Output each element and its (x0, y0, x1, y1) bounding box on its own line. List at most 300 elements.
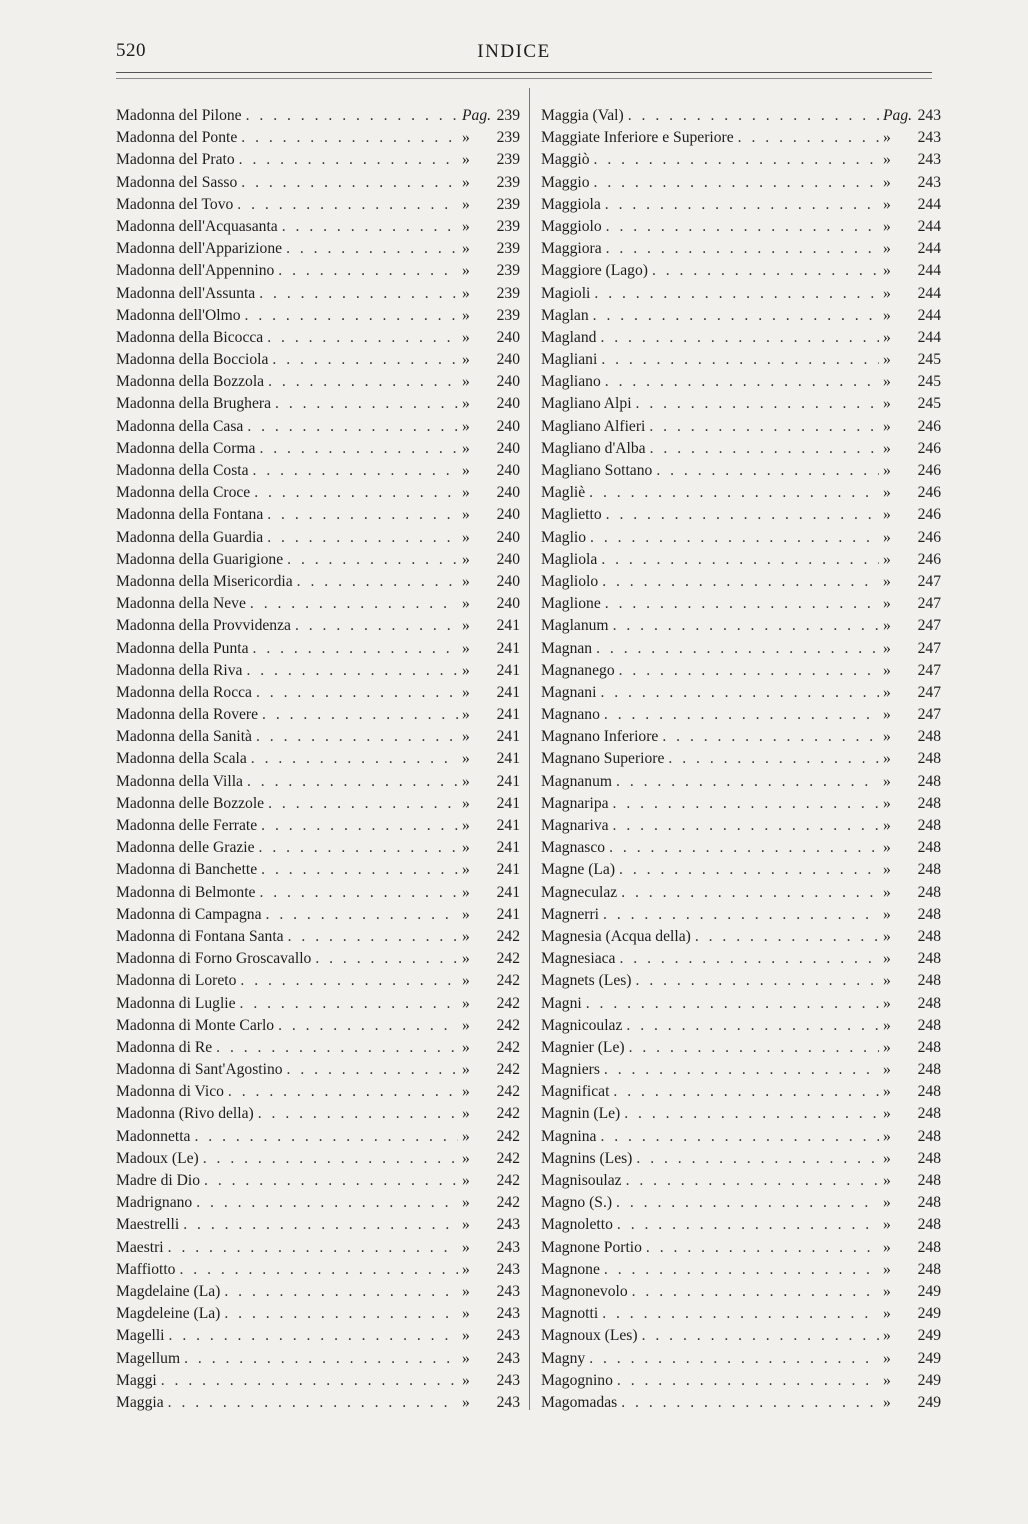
index-entry (116, 1103, 520, 1125)
entry-page-marker: » (462, 262, 470, 280)
entry-page-marker: » (883, 595, 891, 613)
entry-page-number: 240 (496, 595, 520, 613)
entry-page-marker: » (462, 1305, 470, 1323)
entry-page-number: 243 (496, 1282, 520, 1300)
entry-page-number: 243 (917, 151, 941, 169)
index-entry (116, 305, 520, 327)
dot-leader (606, 504, 879, 526)
entry-page-marker: » (462, 728, 470, 746)
entry-page-marker: » (883, 817, 891, 834)
entry-page-number: 249 (917, 1305, 941, 1323)
entry-term: Madonna della Costa (116, 462, 249, 479)
dot-leader (616, 771, 879, 793)
index-entry (116, 1348, 520, 1370)
index-entry (116, 238, 520, 260)
entry-page-marker: » (883, 994, 891, 1012)
index-entry (116, 349, 520, 371)
dot-leader (609, 837, 879, 859)
entry-page-number: 242 (496, 972, 520, 990)
index-entry (541, 837, 941, 859)
dot-leader (256, 682, 458, 704)
entry-page-number: 245 (917, 351, 941, 369)
index-entry (541, 327, 941, 349)
index-entry (541, 349, 941, 371)
entry-page-marker: » (462, 572, 470, 590)
dot-leader (617, 1214, 879, 1236)
entry-term: Madonna dell'Assunta (116, 284, 256, 302)
dot-leader (616, 1192, 879, 1214)
entry-term: Maggiore (Lago) (541, 262, 648, 280)
index-entry (116, 815, 520, 837)
entry-term: Magliola (541, 550, 598, 568)
entry-term: Magnina (541, 1127, 597, 1145)
entry-page-number: 242 (496, 1038, 520, 1056)
entry-term: Magnani (541, 683, 597, 701)
dot-leader (262, 704, 458, 726)
entry-page-number: 247 (917, 683, 941, 701)
entry-page-number: 248 (917, 1260, 941, 1278)
index-entry (116, 638, 520, 660)
entry-page-marker: » (883, 1371, 891, 1389)
entry-page-number: 247 (917, 639, 941, 657)
entry-term: Magnanego (541, 661, 615, 679)
entry-page-number: 247 (917, 661, 941, 679)
entry-page-number: 247 (917, 572, 941, 590)
dot-leader (605, 371, 879, 393)
index-entry (116, 149, 520, 171)
dot-leader (656, 460, 879, 482)
entry-page-marker: » (883, 373, 891, 391)
entry-page-number: 244 (917, 217, 941, 235)
dot-leader (245, 305, 458, 327)
index-entry (541, 549, 941, 571)
entry-page-marker: » (462, 328, 470, 346)
entry-page-marker: Pag. (883, 107, 913, 124)
entry-term: Maggia (Val) (541, 107, 624, 124)
entry-page-marker: » (883, 972, 891, 990)
entry-page-number: 248 (917, 994, 941, 1012)
dot-leader (600, 682, 879, 704)
entry-term: Maglione (541, 595, 601, 613)
entry-page-number: 241 (496, 883, 520, 901)
entry-term: Maggiate Inferiore e Superiore (541, 129, 734, 147)
entry-page-marker: » (462, 972, 470, 990)
entry-page-number: 242 (496, 927, 520, 945)
entry-term: Magnan (541, 639, 593, 657)
entry-term: Madonna della Corma (116, 439, 256, 457)
entry-page-marker: » (883, 1349, 891, 1367)
index-entry (541, 615, 941, 637)
index-entry (116, 1237, 520, 1259)
entry-term: Magnone (541, 1260, 600, 1278)
entry-term: Madonna del Ponte (116, 129, 238, 147)
entry-page-marker: » (462, 1260, 470, 1278)
entry-page-number: 242 (496, 1083, 520, 1101)
entry-term: Maglan (541, 306, 589, 324)
index-entry (541, 1037, 941, 1059)
entry-page-number: 242 (496, 1194, 520, 1212)
entry-page-number: 249 (917, 1327, 941, 1345)
entry-term: Magnaripa (541, 794, 609, 812)
entry-page-marker: » (462, 1238, 470, 1256)
entry-page-number: 241 (496, 661, 520, 679)
index-entry (116, 482, 520, 504)
entry-page-number: 241 (496, 706, 520, 724)
dot-leader (589, 482, 879, 504)
entry-page-number: 246 (917, 528, 941, 546)
dot-leader (621, 1392, 879, 1414)
index-entry (541, 1281, 941, 1303)
entry-page-number: 242 (496, 1105, 520, 1123)
entry-term: Maggiolo (541, 217, 602, 235)
entry-page-marker: » (462, 417, 470, 435)
index-entry (116, 837, 520, 859)
header-rule (116, 72, 932, 73)
entry-page-marker: » (462, 439, 470, 457)
entry-page-number: 248 (917, 1016, 941, 1034)
entry-page-number: 239 (496, 129, 520, 147)
entry-term: Magliè (541, 484, 586, 502)
entry-page-number: 240 (496, 328, 520, 346)
entry-page-marker: » (883, 151, 891, 169)
index-entry (541, 460, 941, 482)
entry-term: Magdelaine (La) (116, 1282, 221, 1300)
entry-page-marker: » (462, 817, 470, 834)
index-entry (541, 638, 941, 660)
entry-page-number: 244 (917, 328, 941, 346)
entry-term: Magnoux (Les) (541, 1327, 638, 1345)
dot-leader (258, 1103, 458, 1125)
entry-page-marker: » (883, 1305, 891, 1323)
index-entry (541, 1348, 941, 1370)
entry-term: Magnets (Les) (541, 972, 632, 990)
entry-page-marker: » (462, 595, 470, 613)
index-entry (541, 371, 941, 393)
index-entry (116, 1081, 520, 1103)
dot-leader (287, 549, 458, 571)
dot-leader (240, 970, 458, 992)
index-entry (541, 172, 941, 194)
entry-term: Magno (S.) (541, 1194, 613, 1212)
entry-page-marker: » (883, 395, 891, 413)
entry-term: Madonna della Bicocca (116, 328, 264, 346)
dot-leader (259, 438, 458, 460)
entry-page-marker: » (883, 262, 891, 280)
entry-page-marker: » (883, 1061, 891, 1079)
entry-page-number: 242 (496, 950, 520, 968)
entry-page-marker: » (462, 284, 470, 302)
entry-term: Madonna della Scala (116, 750, 247, 768)
entry-page-number: 248 (917, 905, 941, 923)
entry-page-marker: » (883, 839, 891, 857)
index-entry (541, 882, 941, 904)
dot-leader (642, 1325, 879, 1347)
dot-leader (288, 926, 458, 948)
entry-page-number: 243 (496, 1238, 520, 1256)
dot-leader (261, 815, 458, 837)
entry-term: Maglanum (541, 617, 609, 635)
index-entry (116, 926, 520, 948)
entry-page-marker: » (462, 1061, 470, 1079)
entry-page-number: 248 (917, 1194, 941, 1212)
entry-page-number: 248 (917, 728, 941, 746)
entry-page-marker: » (883, 950, 891, 968)
entry-page-number: 243 (917, 129, 941, 147)
entry-page-marker: » (883, 1238, 891, 1256)
entry-term: Magliano (541, 373, 601, 391)
entry-term: Madonna di Forno Groscavallo (116, 950, 312, 968)
entry-page-number: 244 (917, 284, 941, 302)
entry-term: Madonna di Re (116, 1038, 213, 1056)
entry-page-number: 248 (917, 1038, 941, 1056)
entry-term: Madonna della Rovere (116, 706, 259, 724)
entry-page-number: 241 (496, 772, 520, 790)
index-entry (541, 948, 941, 970)
dot-leader (251, 748, 458, 770)
dot-leader (628, 105, 879, 127)
dot-leader (267, 527, 458, 549)
index-entry (541, 704, 941, 726)
index-entry (541, 393, 941, 415)
entry-page-marker: » (883, 572, 891, 590)
index-entry (541, 1148, 941, 1170)
entry-term: Madonna di Luglie (116, 994, 236, 1012)
dot-leader (275, 393, 458, 415)
index-entry (116, 904, 520, 926)
entry-page-number: 244 (917, 306, 941, 324)
index-entry (541, 926, 941, 948)
index-entry (541, 1015, 941, 1037)
index-entry (116, 438, 520, 460)
entry-term: Madonna di Loreto (116, 972, 237, 990)
entry-page-number: 248 (917, 839, 941, 857)
entry-page-number: 248 (917, 1216, 941, 1234)
entry-page-marker: » (883, 706, 891, 724)
entry-term: Magnoletto (541, 1216, 613, 1234)
entry-term: Magnone Portio (541, 1238, 642, 1256)
index-entry (116, 416, 520, 438)
index-entry (116, 105, 520, 127)
entry-page-marker: » (462, 462, 470, 479)
entry-term: Magnin (Le) (541, 1105, 621, 1123)
entry-page-number: 246 (917, 506, 941, 524)
entry-term: Magnano Superiore (541, 750, 665, 768)
entry-page-number: 242 (496, 994, 520, 1012)
entry-term: Magniers (541, 1061, 600, 1079)
entry-term: Madonna della Bozzola (116, 373, 265, 391)
dot-leader (247, 771, 458, 793)
entry-page-marker: » (883, 1127, 891, 1145)
index-entry (116, 993, 520, 1015)
entry-page-number: 240 (496, 550, 520, 568)
index-entry (541, 1192, 941, 1214)
entry-page-number: 243 (496, 1349, 520, 1367)
index-entry (116, 172, 520, 194)
dot-leader (602, 571, 879, 593)
dot-leader (224, 1281, 458, 1303)
entry-term: Maggiora (541, 240, 602, 258)
entry-term: Madonna della Guardia (116, 528, 264, 546)
index-entry (116, 1214, 520, 1236)
dot-leader (662, 726, 879, 748)
index-entry (116, 1126, 520, 1148)
entry-term: Magnins (Les) (541, 1149, 633, 1167)
dot-leader (619, 660, 879, 682)
entry-term: Maglio (541, 528, 587, 546)
dot-leader (267, 327, 458, 349)
dot-leader (256, 726, 458, 748)
index-entry (541, 793, 941, 815)
dot-leader (738, 127, 879, 149)
entry-page-number: 248 (917, 794, 941, 812)
dot-leader (594, 172, 879, 194)
entry-page-marker: » (883, 1149, 891, 1167)
index-entry (541, 1259, 941, 1281)
index-entry (116, 1192, 520, 1214)
entry-page-number: 242 (496, 1172, 520, 1189)
index-entry (541, 1081, 941, 1103)
index-entry (541, 1126, 941, 1148)
dot-leader (169, 1325, 458, 1347)
dot-leader (216, 1037, 458, 1059)
entry-term: Madonna di Campagna (116, 905, 262, 923)
index-entry (116, 948, 520, 970)
entry-term: Magland (541, 328, 597, 346)
entry-page-number: 244 (917, 195, 941, 213)
dot-leader (253, 460, 458, 482)
dot-leader (267, 504, 458, 526)
entry-page-number: 243 (496, 1216, 520, 1234)
index-entry (116, 1303, 520, 1325)
index-entry (541, 194, 941, 216)
dot-leader (626, 1170, 879, 1192)
dot-leader (287, 1059, 458, 1081)
entry-page-marker: » (883, 484, 891, 502)
entry-term: Maglietto (541, 506, 602, 524)
entry-page-number: 247 (917, 617, 941, 635)
entry-term: Madonna delle Bozzole (116, 794, 265, 812)
index-column-left (116, 105, 520, 1414)
entry-term: Magomadas (541, 1393, 618, 1411)
entry-page-number: 248 (917, 1238, 941, 1256)
dot-leader (613, 793, 879, 815)
entry-term: Madonnetta (116, 1127, 191, 1145)
dot-leader (184, 1348, 458, 1370)
entry-term: Maggiola (541, 195, 601, 213)
dot-leader (204, 1170, 458, 1192)
index-entry (541, 127, 941, 149)
dot-leader (250, 593, 458, 615)
index-entry (541, 305, 941, 327)
entry-term: Madonna di Banchette (116, 861, 258, 879)
index-entry (116, 371, 520, 393)
entry-page-number: 245 (917, 395, 941, 413)
dot-leader (593, 305, 879, 327)
entry-page-number: 243 (496, 1393, 520, 1411)
dot-leader (646, 1237, 879, 1259)
entry-page-number: 248 (917, 1127, 941, 1145)
index-entry (541, 1303, 941, 1325)
entry-page-marker: » (462, 1172, 470, 1189)
entry-page-marker: » (462, 1127, 470, 1145)
entry-page-number: 242 (496, 1149, 520, 1167)
entry-page-number: 248 (917, 772, 941, 790)
entry-term: Madonna della Villa (116, 772, 243, 790)
index-entry (541, 1214, 941, 1236)
entry-term: Magne (La) (541, 861, 616, 879)
entry-page-marker: » (883, 284, 891, 302)
entry-page-marker: » (883, 1038, 891, 1056)
index-entry (116, 260, 520, 282)
entry-page-marker: » (883, 439, 891, 457)
entry-page-marker: » (462, 617, 470, 635)
entry-term: Magliano Alfieri (541, 417, 646, 435)
entry-term: Madonna della Provvidenza (116, 617, 291, 635)
dot-leader (594, 149, 879, 171)
dot-leader (624, 1103, 879, 1125)
entry-term: Madrignano (116, 1194, 193, 1212)
dot-leader (259, 283, 458, 305)
entry-page-number: 249 (917, 1349, 941, 1367)
entry-page-marker: » (883, 617, 891, 635)
entry-term: Magnotti (541, 1305, 599, 1323)
entry-page-number: 239 (496, 240, 520, 258)
dot-leader (179, 1259, 458, 1281)
index-entry (541, 1370, 941, 1392)
entry-page-marker: » (883, 351, 891, 369)
dot-leader (261, 859, 458, 881)
entry-page-number: 241 (496, 794, 520, 812)
index-entry (541, 815, 941, 837)
entry-term: Madonna della Neve (116, 595, 246, 613)
dot-leader (602, 1303, 879, 1325)
entry-term: Madonna della Riva (116, 661, 243, 679)
entry-page-number: 241 (496, 839, 520, 857)
dot-leader (203, 1148, 458, 1170)
dot-leader (272, 349, 458, 371)
dot-leader (254, 482, 458, 504)
entry-page-marker: » (883, 1105, 891, 1123)
entry-page-number: 240 (496, 373, 520, 391)
index-entry (116, 1392, 520, 1414)
header-rule-thin (116, 78, 932, 79)
entry-page-marker: » (883, 1016, 891, 1034)
entry-page-marker: » (462, 1282, 470, 1300)
entry-page-marker: » (883, 1282, 891, 1300)
entry-term: Madonna (Rivo della) (116, 1105, 254, 1123)
index-entry (541, 1103, 941, 1125)
dot-leader (668, 748, 879, 770)
entry-page-marker: » (883, 772, 891, 790)
entry-term: Madonna della Punta (116, 639, 249, 657)
index-entry (116, 882, 520, 904)
entry-term: Magelli (116, 1327, 165, 1345)
entry-term: Magnesiaca (541, 950, 616, 968)
entry-page-number: 248 (917, 883, 941, 901)
entry-term: Magnesia (Acqua della) (541, 927, 691, 945)
entry-page-marker: » (462, 528, 470, 546)
index-entry (541, 149, 941, 171)
index-entry (541, 1059, 941, 1081)
dot-leader (636, 1148, 879, 1170)
entry-term: Madonna della Bocciola (116, 351, 269, 369)
dot-leader (604, 1059, 879, 1081)
index-entry (541, 238, 941, 260)
index-entry (116, 660, 520, 682)
dot-leader (161, 1370, 458, 1392)
index-entry (116, 970, 520, 992)
index-entry (116, 1259, 520, 1281)
